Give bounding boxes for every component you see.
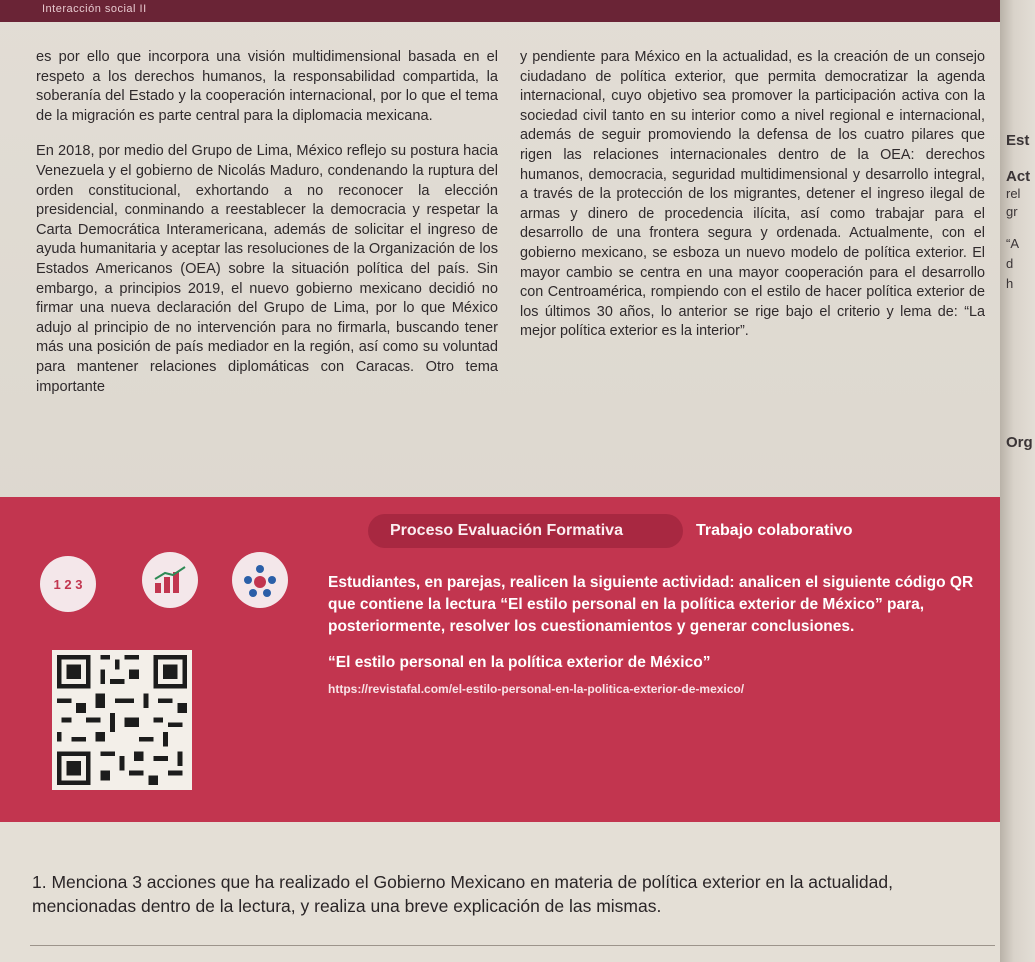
chart-icon	[142, 552, 198, 608]
peek-text: rel	[1006, 186, 1021, 201]
right-column	[520, 48, 985, 358]
left-column	[36, 48, 498, 413]
header-band	[0, 0, 1000, 22]
activity-text	[328, 572, 988, 700]
peek-text: Org	[1006, 434, 1033, 451]
answer-line[interactable]	[30, 945, 995, 946]
collaborative-badge: Trabajo colaborativo	[696, 522, 853, 539]
peek-text: h	[1006, 276, 1014, 291]
peek-text: Est	[1006, 132, 1030, 149]
reading-title: “El estilo personal en la política exterior de México”	[328, 654, 711, 671]
qr-code[interactable]	[52, 650, 192, 790]
paragraph: y pendiente para México en la actualidad, es la creación de un consejo ciudadano de política exterior, que permita democratizar la agenda internacional, cuyo objetivo sea promover la participación activa con la sociedad civil tanto en su interior como a nivel regional e internacional, además de seguir promoviendo la defensa de los cuatro pilares que rigen las relaciones internacionales dentro de la OEA: derechos humanos, democracia, seguridad multidimensional y desarrollo integral, a través de la protección de los migrantes, detener el ingreso ilegal de armas y dinero de procedencia ilícita, así como trabajar para el desarrollo de una frontera segura y ordenada. Actualmente, con el gobierno mexicano, se esboza un nuevo modelo de política exterior. El mayor cambio se centra en una mayor cooperación para el desarrollo con Centroamérica, rompiendo con el estilo de hacer política exterior de los últimos 30 años, lo anterior se rige bajo el criterio y lema de: “La mejor política exterior es la interior”.	[520, 49, 985, 340]
reading-url[interactable]: https://revistafal.com/el-estilo-personal-en-la-politica-exterior-de-mexico/	[328, 682, 745, 696]
next-page-edge	[1000, 0, 1035, 962]
numbers-icon: 1 2 3	[40, 556, 96, 612]
paragraph: es por ello que incorpora una visión multidimensional basada en el respeto a los derechos humanos, la responsabilidad compartida, la soberanía del Estado y la cooperación internacional, por lo que el tema de la migración es parte central para la diplomacia mexicana.	[36, 49, 498, 124]
peek-text: Act	[1006, 168, 1031, 185]
evaluation-badge: Proceso Evaluación Formativa	[368, 514, 683, 548]
paragraph: En 2018, por medio del Grupo de Lima, México reflejo su postura hacia Venezuela y el gobierno de Nicolás Maduro, condenando la ruptura del orden constitucional, exhortando a no reconocer la elección presidencial, conminando a reestablecer la democracia y respetar la Carta Democrática Interamericana, además de solicitar el ingreso de ayuda humanitaria y aceptar las resoluciones de la Organización de los Estados Americanos (OEA) sobre la situación política del país. Sin embargo, a principios 2019, el nuevo gobierno mexicano decidió no firmar una nueva declaración del Grupo de Lima, por lo que México adujo al principio de no intervención para no firmarla, buscando tener más una posición de país mediador en la región, así como su voluntad para mantener relaciones diplomáticas con Caracas. Otro tema importante	[36, 143, 498, 395]
question-1: 1. Menciona 3 acciones que ha realizado el Gobierno Mexicano en materia de política exterior en la actualidad, mencionadas dentro de la lectura, y realiza una breve explicación de las mismas.	[32, 872, 893, 916]
peek-text: d	[1006, 256, 1014, 271]
peek-text: “A	[1006, 236, 1019, 251]
section-header: Interacción social II	[42, 3, 147, 15]
peek-text: gr	[1006, 204, 1018, 219]
teamwork-icon	[232, 552, 288, 608]
activity-instruction: Estudiantes, en parejas, realicen la siguiente actividad: analicen el siguiente código QR que contiene la lectura “El estilo personal en la política exterior de México” para, posteriormente, resolver los cuestionamientos y generar conclusiones.	[328, 574, 974, 635]
